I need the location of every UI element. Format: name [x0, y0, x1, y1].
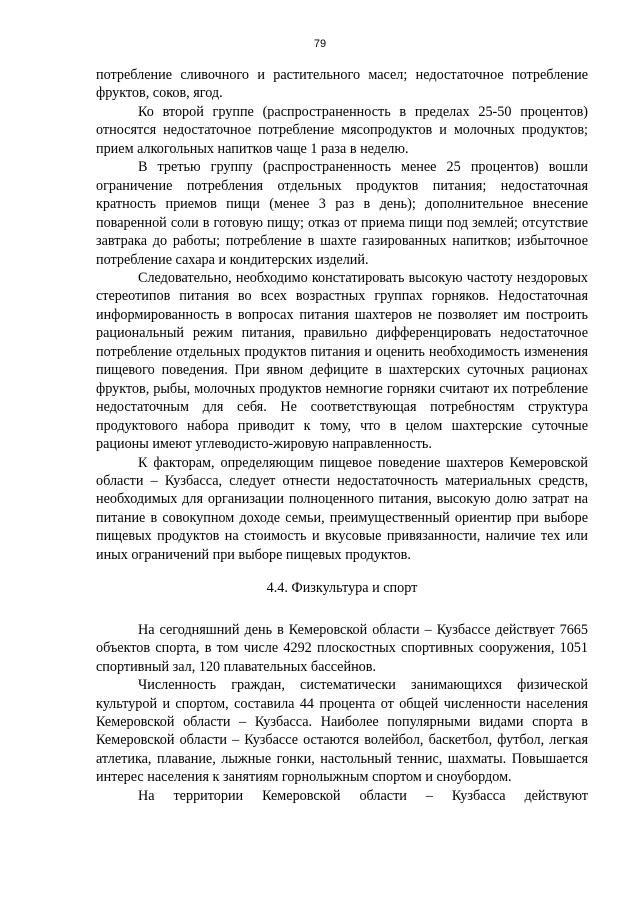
paragraph-sport-participation: Численность граждан, систематически занимающихся физической культурой и спортом, составила 44 процента от общей численности населения Кемеровской области – Кузбасса. Наиболее популярными видами спорта в Кемеровской области – Кузбассе остаются волейбол, баскетбол, футбол, легкая атлетика, плавание, лыжные гонки, настольный теннис, шахматы. Повышается интерес населения к занятиям горнолыжным спортом и сноубордом.: [96, 677, 588, 786]
page-number: 79: [313, 38, 327, 50]
paragraph-third-group: В третью группу (распространенность менее 25 процентов) вошли ограничение потребления отдельных продуктов питания; недостаточная кратность приемов пищи (менее 3 раз в день); дополнительное внесение поваренной соли в готовую пищу; отказ от приема пищи под землей; отсутствие завтрака до работы; потребление в шахте газированных напитков; избыточное потребление сахара и кондитерских изделий.: [96, 159, 588, 268]
paragraph-sport-facilities: На сегодняшний день в Кемеровской области – Кузбассе действует 7665 объектов спорта, в том числе 4292 плоскостных спортивных сооружения, 1051 спортивный зал, 120 плавательных бассейнов.: [96, 621, 588, 675]
paragraph-continuation: потребление сливочного и растительного масел; недостаточное потребление фруктов, соков, ягод.: [96, 67, 588, 102]
paragraph-territory: На территории Кемеровской области – Кузбасса действуют: [138, 787, 588, 804]
paragraph-factors: К факторам, определяющим пищевое поведение шахтеров Кемеровской области – Кузбасса, следует отнести недостаточность материальных средств, необходимых для организации полноценного питания, высокую долю затрат на питание в совокупном доходе семьи, преимущественный ориентир при выборе пищевых продуктов на стоимость и вкусовые привязанности, наличие тех или иных ограничений при выборе пищевых продуктов.: [96, 454, 588, 563]
section-heading: 4.4. Физкультура и спорт: [266, 580, 418, 597]
paragraph-conclusion: Следовательно, необходимо констатировать высокую частоту нездоровых стереотипов питания во всех возрастных группах горняков. Недостаточная информированность в вопросах питания шахтеров не позволяет им построить рациональный режим питания, правильно дифференцировать недостаточное потребление отдельных продуктов питания и оценить необходимость изменения пищевого поведения. При явном дефиците в шахтерских суточных рационах фруктов, рыбы, молочных продуктов немногие горняки считают их потребление недостаточным для себя. Не соответствующая потребностям структура продуктового набора приводит к тому, что в целом шахтерские суточные рационы имеют углеводисто-жировую направленность.: [96, 269, 588, 453]
paragraph-second-group: Ко второй группе (распространенность в пределах 25-50 процентов) относятся недостаточное потребление мясопродуктов и молочных продуктов; прием алкогольных напитков чаще 1 раза в неделю.: [96, 103, 588, 157]
page-body: [96, 66, 588, 805]
